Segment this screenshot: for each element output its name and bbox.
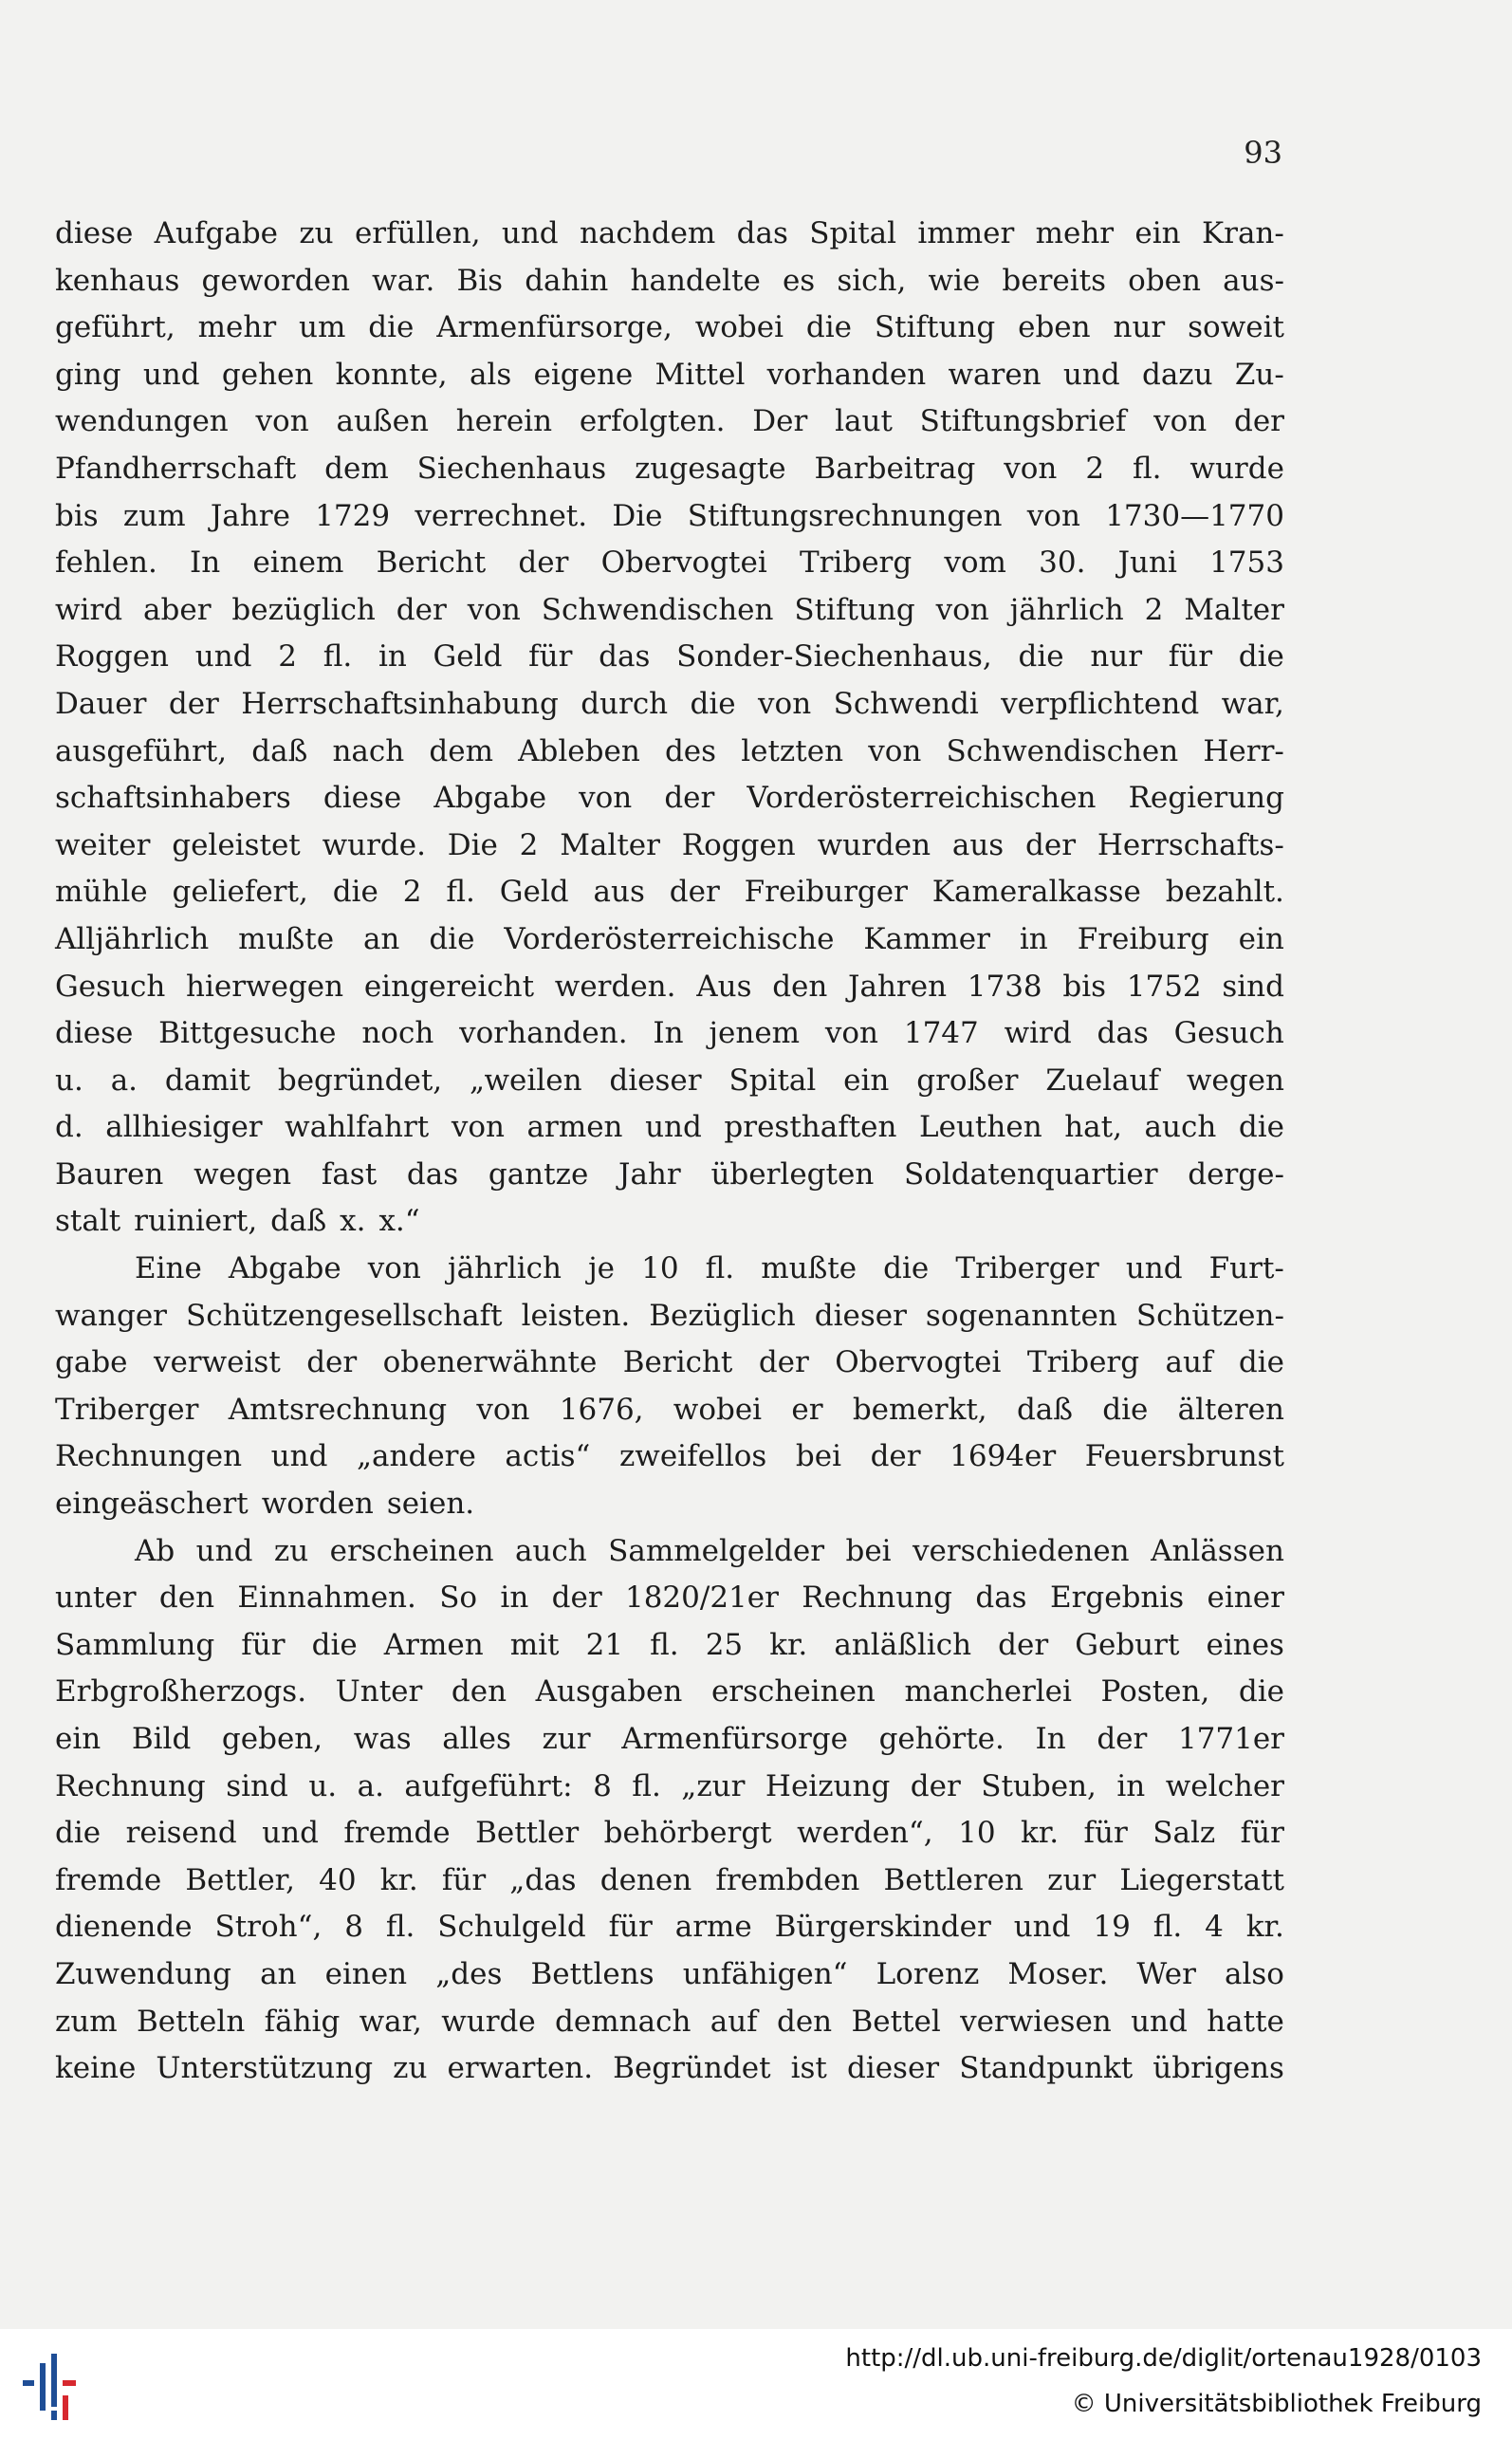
text-line: fremde Bettler, 40 kr. für „das denen frembden Bettleren zur Liegerstatt xyxy=(55,1862,1284,1897)
text-line: zum Betteln fähig war, wurde demnach auf den Bettel verwiesen und hatte xyxy=(55,2004,1284,2039)
text-line: unter den Einnahmen. So in der 1820/21er Rechnung das Ergebnis einer xyxy=(55,1580,1284,1616)
text-line: Eine Abgabe von jährlich je 10 fl. mußte die Triberger und Furt- xyxy=(135,1251,1284,1286)
text-line: Rechnung sind u. a. aufgeführt: 8 fl. „zur Heizung der Stuben, in welcher xyxy=(55,1768,1284,1803)
text-line: Rechnungen und „andere actis“ zweifellos bei der 1694er Feuersbrunst xyxy=(55,1439,1284,1474)
text-line: wendungen von außen herein erfolgten. Der laut Stiftungsbrief von der xyxy=(55,404,1284,439)
ub-freiburg-logo-icon[interactable] xyxy=(21,2354,97,2422)
text-line: diese Bittgesuche noch vorhanden. In jenem von 1747 wird das Gesuch xyxy=(55,1016,1284,1051)
text-line: kenhaus geworden war. Bis dahin handelte es sich, wie bereits oben aus- xyxy=(55,263,1284,298)
text-line: fehlen. In einem Bericht der Obervogtei Triberg vom 30. Juni 1753 xyxy=(55,545,1284,581)
text-line: Dauer der Herrschaftsinhabung durch die von Schwendi verpflichtend war, xyxy=(55,686,1284,721)
text-line: diese Aufgabe zu erfüllen, und nachdem das Spital immer mehr ein Kran- xyxy=(55,216,1284,250)
text-line: Triberger Amtsrechnung von 1676, wobei er bemerkt, daß die älteren xyxy=(55,1392,1284,1427)
text-line: Ab und zu erscheinen auch Sammelgelder bei verschiedenen Anlässen xyxy=(135,1533,1284,1568)
text-line: Erbgroßherzogs. Unter den Ausgaben erscheinen mancherlei Posten, die xyxy=(55,1674,1284,1710)
text-line: wanger Schützengesellschaft leisten. Bezüglich dieser sogenannten Schützen- xyxy=(55,1298,1284,1333)
text-line: ein Bild geben, was alles zur Armenfürsorge gehörte. In der 1771er xyxy=(55,1722,1284,1756)
source-url-link[interactable]: http://dl.ub.uni-freiburg.de/diglit/ortenau1928/0103 xyxy=(845,2344,1482,2373)
footer-bar xyxy=(0,2329,1512,2440)
text-line: weiter geleistet wurde. Die 2 Malter Roggen wurden aus der Herrschafts- xyxy=(55,827,1284,862)
page-number: 93 xyxy=(1244,135,1282,171)
text-line: bis zum Jahre 1729 verrechnet. Die Stiftungsrechnungen von 1730—1770 xyxy=(55,498,1284,533)
text-line: gabe verweist der obenerwähnte Bericht der Obervogtei Triberg auf die xyxy=(55,1345,1284,1380)
text-line: geführt, mehr um die Armenfürsorge, wobei die Stiftung eben nur soweit xyxy=(55,310,1284,345)
text-line: eingeäschert worden seien. xyxy=(55,1487,475,1522)
text-line: ausgeführt, daß nach dem Ableben des letzten von Schwendischen Herr- xyxy=(55,733,1284,768)
text-line: mühle geliefert, die 2 fl. Geld aus der Freiburger Kameralkasse bezahlt. xyxy=(55,875,1284,910)
text-line: ging und gehen konnte, als eigene Mittel vorhanden waren und dazu Zu- xyxy=(55,357,1284,392)
body-text xyxy=(55,211,1284,2093)
text-line: Zuwendung an einen „des Bettlens unfähigen“ Lorenz Moser. Wer also xyxy=(55,1956,1284,1991)
text-line: die reisend und fremde Bettler behörbergt werden“, 10 kr. für Salz für xyxy=(55,1816,1284,1851)
text-line: Gesuch hierwegen eingereicht werden. Aus den Jahren 1738 bis 1752 sind xyxy=(55,969,1284,1004)
text-line: schaftsinhabers diese Abgabe von der Vorderösterreichischen Regierung xyxy=(55,781,1284,816)
text-line: Roggen und 2 fl. in Geld für das Sonder-Siechenhaus, die nur für die xyxy=(55,639,1284,675)
text-line: keine Unterstützung zu erwarten. Begründet ist dieser Standpunkt übrigens xyxy=(55,2051,1284,2086)
text-line: Alljährlich mußte an die Vorderösterreichische Kammer in Freiburg ein xyxy=(55,921,1284,956)
text-line: Sammlung für die Armen mit 21 fl. 25 kr. anläßlich der Geburt eines xyxy=(55,1627,1284,1662)
text-line: dienende Stroh“, 8 fl. Schulgeld für arme Bürgerskinder und 19 fl. 4 kr. xyxy=(55,1910,1284,1945)
copyright-text: © Universitätsbibliothek Freiburg xyxy=(1071,2390,1482,2418)
text-line: wird aber bezüglich der von Schwendischen Stiftung von jährlich 2 Malter xyxy=(55,592,1284,627)
text-line: u. a. damit begründet, „weilen dieser Spital ein großer Zuelauf wegen xyxy=(55,1063,1284,1098)
text-line: Pfandherrschaft dem Siechenhaus zugesagte Barbeitrag von 2 fl. wurde xyxy=(55,451,1284,486)
text-line: stalt ruiniert, daß x. x.“ xyxy=(55,1204,420,1239)
text-line: d. allhiesiger wahlfahrt von armen und presthaften Leuthen hat, auch die xyxy=(55,1110,1284,1145)
text-line: Bauren wegen fast das gantze Jahr überlegten Soldatenquartier derge- xyxy=(55,1156,1284,1192)
